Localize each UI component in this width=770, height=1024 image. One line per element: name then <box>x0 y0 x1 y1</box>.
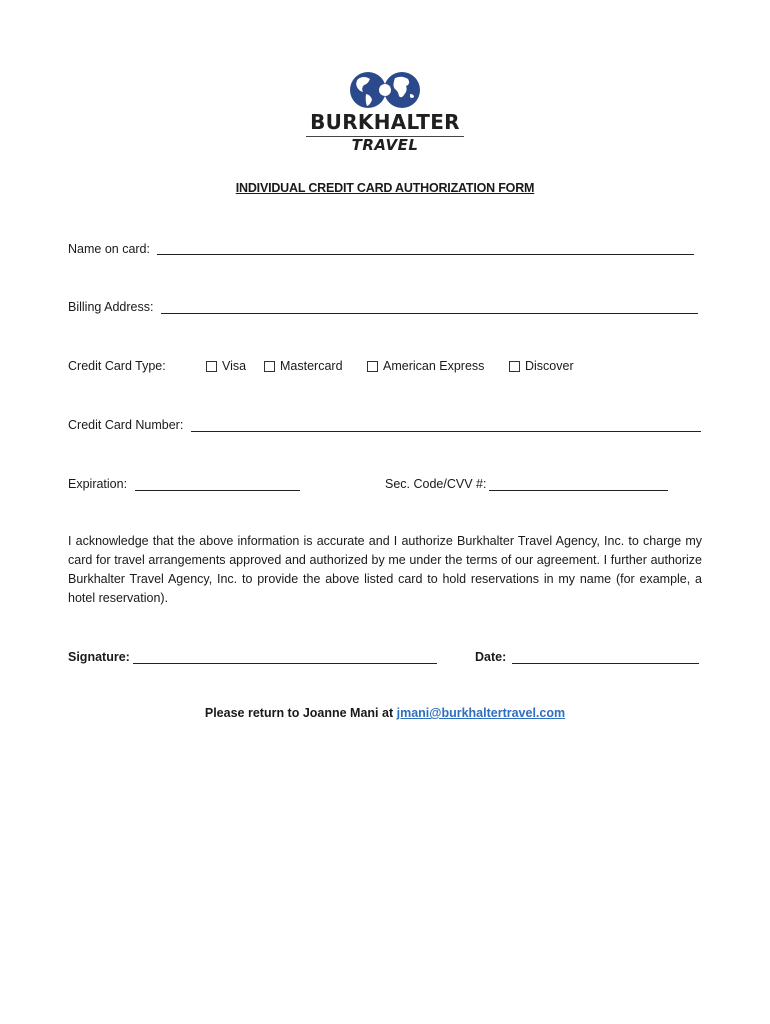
checkbox-visa[interactable] <box>206 361 217 372</box>
acknowledgement-text: I acknowledge that the above information is accurate and I authorize Burkhalter Travel Agency, Inc. to charge my card for travel arrangements approved and authorized by me under the terms of our agreement. I further authorize Burkhalter Travel Agency, Inc. to provide the above listed card to hold reservations in my name (for example, a hotel reservation). <box>68 534 702 605</box>
checkbox-discover[interactable] <box>509 361 520 372</box>
card-number-field[interactable] <box>191 431 701 432</box>
form-title: INDIVIDUAL CREDIT CARD AUTHORIZATION FORM <box>235 181 535 195</box>
signature-label: Signature: <box>68 650 130 664</box>
checkbox-american-express[interactable] <box>367 361 378 372</box>
name-on-card-label: Name on card: <box>68 242 150 256</box>
american-express-label: American Express <box>383 359 485 373</box>
card-number-label: Credit Card Number: <box>68 418 184 432</box>
card-type-visa[interactable] <box>206 358 246 374</box>
expiration-field[interactable] <box>135 490 300 491</box>
date-field[interactable] <box>512 663 699 664</box>
twin-globes-icon <box>348 70 424 110</box>
card-type-label: Credit Card Type: <box>68 359 166 373</box>
logo-sub-text: TRAVEL <box>351 136 419 154</box>
logo-brand-text: BURKHALTER <box>310 110 460 134</box>
date-label: Date: <box>475 650 507 664</box>
mastercard-label: Mastercard <box>280 359 343 373</box>
expiration-label: Expiration: <box>68 477 128 491</box>
sec-code-field[interactable] <box>489 490 668 491</box>
visa-label: Visa <box>222 359 247 373</box>
return-email-link[interactable]: jmani@burkhaltertravel.com <box>396 706 566 720</box>
return-note <box>0 706 770 720</box>
card-type-discover[interactable] <box>509 358 574 374</box>
signature-field[interactable] <box>133 663 437 664</box>
billing-address-label: Billing Address: <box>68 300 154 314</box>
burkhalter-logo <box>304 68 466 154</box>
billing-address-field[interactable] <box>161 313 698 314</box>
name-on-card-field[interactable] <box>157 254 694 255</box>
return-note-text: Please return to Joanne Mani at <box>204 706 394 720</box>
card-type-amex[interactable] <box>367 358 484 374</box>
card-type-mastercard[interactable] <box>264 358 343 374</box>
checkbox-mastercard[interactable] <box>264 361 275 372</box>
sec-code-label: Sec. Code/CVV #: <box>385 477 487 491</box>
discover-label: Discover <box>525 359 574 373</box>
